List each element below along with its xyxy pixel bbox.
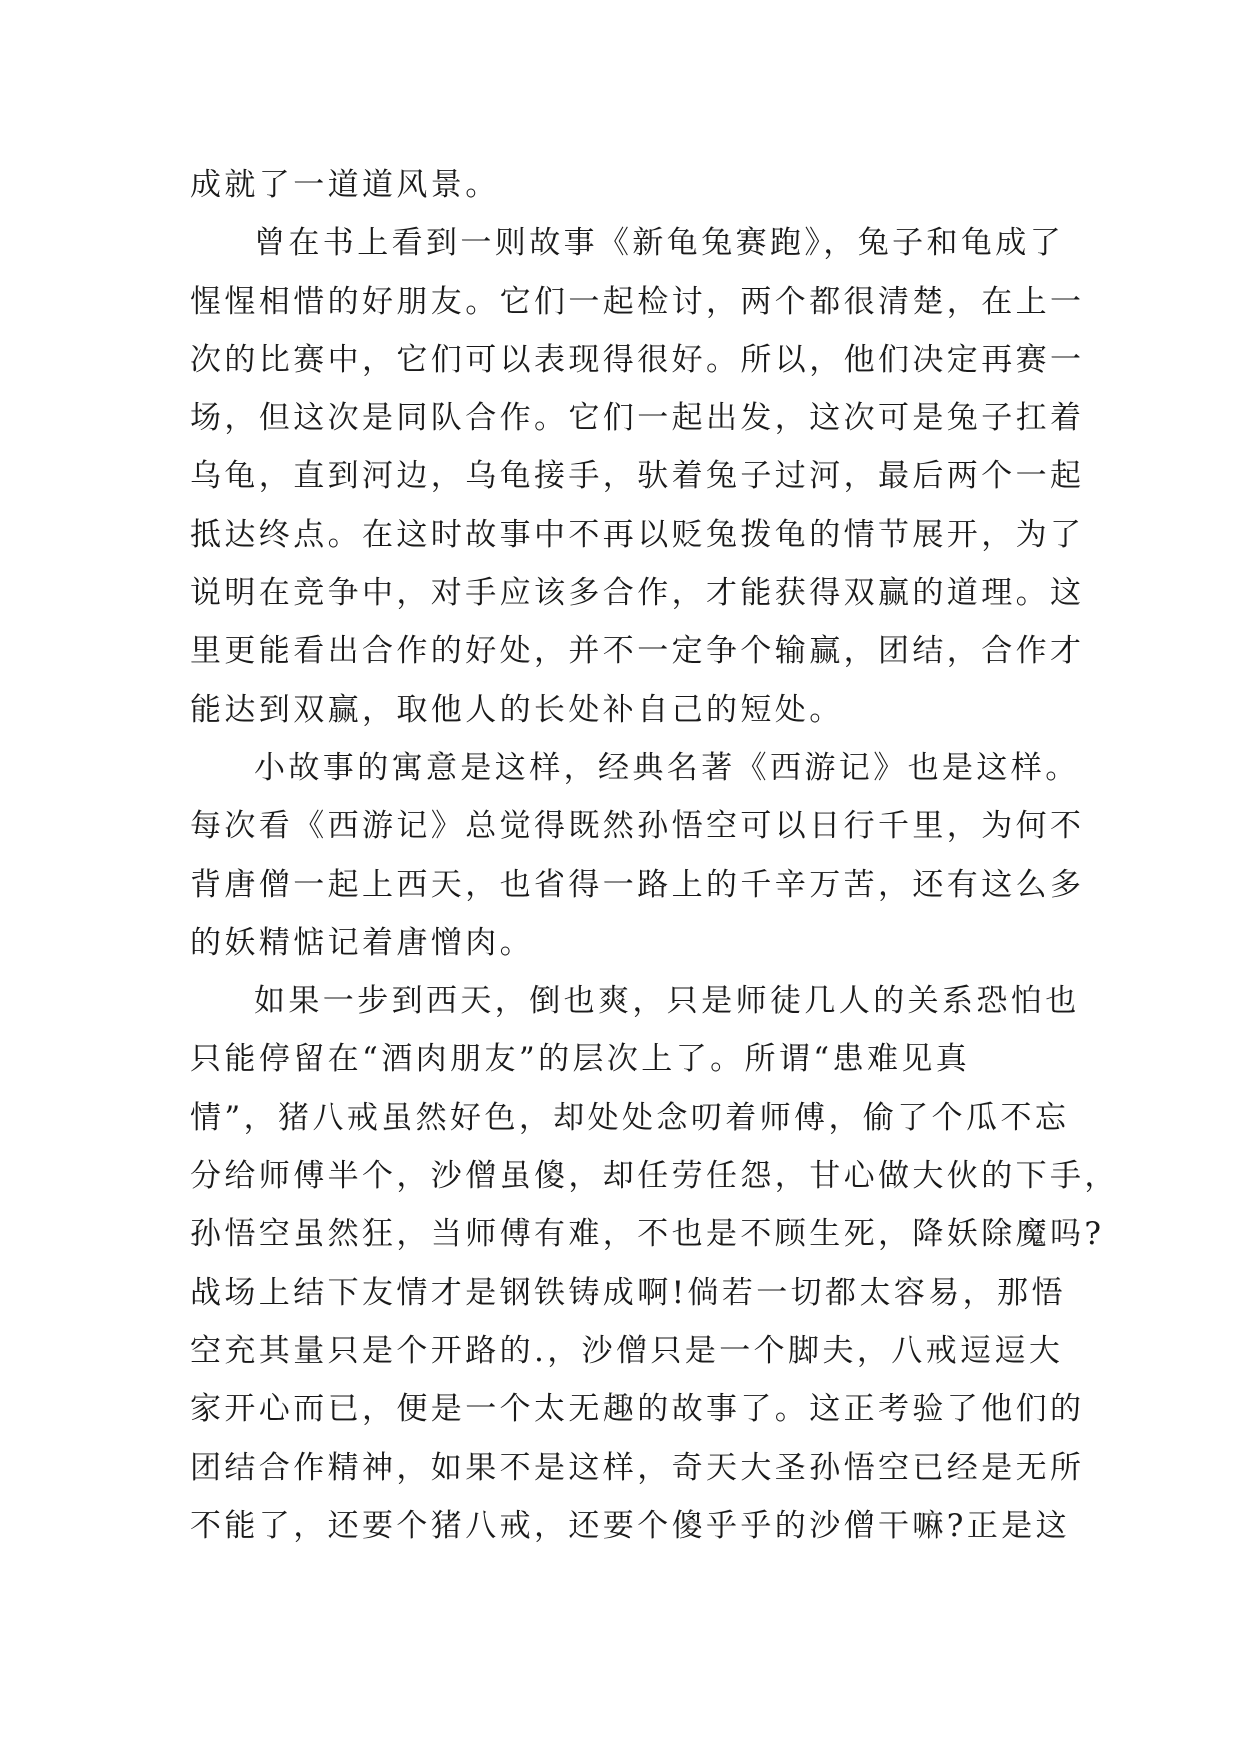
text-line: 背唐僧一起上西天，也省得一路上的千辛万苦，还有这么多 [190, 866, 1085, 903]
text-line: 场，但这次是同队合作。它们一起出发，这次可是兔子扛着 [190, 400, 1085, 437]
text-line: 曾在书上看到一则故事《新龟兔赛跑》，兔子和龟成了 [254, 225, 1065, 262]
text-line: 情”，猪八戒虽然好色，却处处念叨着师傅，偷了个瓜不忘 [190, 1099, 1070, 1136]
text-line: 次的比赛中，它们可以表现得很好。所以，他们决定再赛一 [190, 341, 1085, 378]
text-line: 空充其量只是个开路的.，沙僧只是一个脚夫，八戒逗逗大 [190, 1332, 1064, 1369]
text-line: 乌龟，直到河边，乌龟接手，驮着兔子过河，最后两个一起 [190, 458, 1085, 495]
text-line: 分给师傅半个，沙僧虽傻，却任劳任怨，甘心做大伙的下手， [190, 1158, 1119, 1195]
text-line: 惺惺相惜的好朋友。它们一起检讨，两个都很清楚，在上一 [190, 283, 1085, 320]
text-line: 成就了一道道风景。 [190, 167, 500, 203]
text-line: 抵达终点。在这时故事中不再以贬兔拨龟的情节展开，为了 [190, 516, 1085, 553]
text-line: 只能停留在“酒肉朋友”的层次上了。所谓“患难见真 [190, 1041, 971, 1078]
text-line: 家开心而已，便是一个太无趣的故事了。这正考验了他们的 [190, 1391, 1085, 1428]
text-line: 的妖精惦记着唐憎肉。 [190, 924, 534, 961]
text-line: 能达到双赢，取他人的长处补自己的短处。 [190, 691, 844, 728]
text-line: 不能了，还要个猪八戒，还要个傻乎乎的沙僧干嘛?正是这 [190, 1507, 1071, 1544]
text-line: 孙悟空虽然狂，当师傅有难，不也是不顾生死，降妖除魔吗? [190, 1216, 1105, 1253]
text-line: 说明在竞争中，对手应该多合作，才能获得双赢的道理。这 [190, 575, 1085, 612]
text-line: 团结合作精神，如果不是这样，奇天大圣孙悟空已经是无所 [190, 1449, 1085, 1486]
text-line: 如果一步到西天，倒也爽，只是师徒几人的关系恐怕也 [254, 983, 1080, 1020]
body-text [190, 156, 1119, 1555]
text-line: 每次看《西游记》总觉得既然孙悟空可以日行千里，为何不 [190, 808, 1085, 845]
text-line: 里更能看出合作的好处，并不一定争个输赢，团结，合作才 [190, 633, 1085, 670]
text-line: 小故事的寓意是这样，经典名著《西游记》也是这样。 [254, 749, 1080, 786]
text-line: 战场上结下友情才是钢铁铸成啊!倘若一切都太容易，那悟 [190, 1274, 1066, 1311]
